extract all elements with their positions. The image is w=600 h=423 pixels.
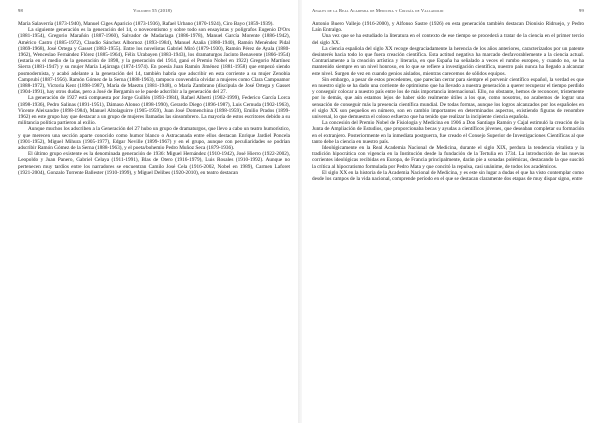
right-running-title: Anales de la Real Academia de Medicina y Cirugía de Valladolid: [312, 8, 444, 13]
left-page: [0, 0, 298, 423]
right-page-number: 99: [579, 8, 584, 13]
right-paragraph-4: Sin embargo, a pesar de estos precedentes, que parecían cerrar para siempre el porvenir científico español, la verdad es que en nuestro siglo se ha dado una corriente de optimismo que ha llevado a nuestra generación a querer recuperar el tiempo perdido y conseguir colocar a nuestro país entre los de más importancia internacional. Ello, no obstante, hemos de reconocer, tristemente por lo demás, que aún estamos lejos de haber sido realmente útiles a los que, como nosotros, no acabemos de lograr una sensación de conseguir más la presencia científica mundial. De todas formas, aunque los logros alcanzados por los españoles en el siglo XX son pequeños en número, son en cambio importantes en determinados aspectos, existiendo figuras de renombre universal, lo que demuestra el coloso esfuerzo que ha tenido que realizar la incipiente ciencia española.: [312, 76, 584, 121]
right-paragraph-7: El siglo XX en la historia de la Academia Nacional de Medicina, y es este sin lugar a dudas el que ha visto contemplar como desde los campos de la vida nacional, comprende período en el que se destacan claramente dos etapas de muy dispar signo, entre: [312, 169, 584, 183]
right-paragraph-2: Una vez que se ha estudiado la literatura en el contexto de ese tiempo se procederá a tratar de la ciencia en el primer tercio del siglo XX.: [312, 33, 584, 46]
right-paragraph-1: Antonio Buero Vallejo (1916-2000), y Alfonso Sastre (1926) en esta generación también destacan Dionisio Ridruejo, y Pedro Laín Entralgo.: [312, 21, 584, 34]
left-running-header: [18, 8, 290, 13]
left-paragraph-4: Aunque muchos los adscriben a la Generación del 27 hubo un grupo de dramaturgos, que llevo a cabo un teatro humorístico, y que merecen una sección aparte conocido como humor blanco o Astracanada entre ellos destacan Enrique Jardiel Poncela (1901-1952), Miguel Mihura (1905-1977), Edgar Neville (1899-1967) y en el grupo, aunque con peculiaridades se podrían adscribir Ramón Gómez de la Serna (1888-1963), y el poeta/bohemio Pedro Muñoz Seca (1879-1936).: [18, 126, 290, 152]
right-paragraph-3: La ciencia española del siglo XX recoge desgraciadamente la herencia de los años anteriores, caracterizados por un patente desinterés hacia todo lo que fuera creación científica. Esta actitud negativa ha marcado desfavorablemente a la ciencia actual. Contrariamente a la creación artística y literaria, en que España ha señalado a veces el rumbo europeo, y cuando no, se ha mantenido siempre en un nivel honroso, en lo que se refiere a investigación científica, nuestro país nunca ha llegado a alcanzar este nivel. Surgen de vez en cuando genios aislados, mientras carecemos de sólidos equipos.: [312, 45, 584, 77]
right-page: [302, 0, 600, 423]
left-paragraph-3: La generación de 1927 está compuesta por Jorge Guillén (1893-1984), Rafael Alberti (1902-1999), Federico García Lorca (1898-1936), Pedro Salinas (1891-1951), Dámaso Alonso (1898-1990), Gerardo Diego (1896-1987), Luis Cernuda (1902-1963), Vicente Aleixandre (1898-1984), Manuel Altolaguirre (1905-1959), Juan José Domenchina (1898-1959), Emilio Prados (1899-1962) en este grupo hay que destacar a un grupo de mujeres llamadas las sinsombrero. La mayoría de estos escritores debido a su militancia política partieron al exilio.: [18, 95, 290, 127]
left-running-title: Volumen 55 (2018): [133, 8, 172, 13]
right-paragraph-6: Ideológicamente en la Real Academia Nacional de Medicina, durante el siglo XIX, perdura la tendencia vitalista y la tradición hipocrática con vigencia en la Institución desde la fundación de la Tertulia en 1734. La introducción de las nuevas corrientes ideológicas recibidas en Europa, de Francia principalmente, darán pie a sonadas polémicas, destacando la que suscitó la crítica al hipocratismo formulada por Pedro Mata y que concitó la repulsa, casi unánime, de todos los académicos.: [312, 145, 584, 170]
left-page-number: 98: [18, 8, 23, 13]
left-paragraph-5: El último grupo existente es la denominada generación de 1936: Miguel Hernández (1910-1942), José Hierro (1922-2002), Leopoldo y Juan Panero, Gabriel Celaya (1911-1991), Blas de Otero (1916-1979), Luis Rosales (1910-1992). Aunque no pertenecen muy tardíos entre los narradores se encuentran Camilo José Cela (1916-2002, Nobel en 1989), Carmen Laforet (1921-2004), Gonzalo Torrente Ballester (1910-1999), y Miguel Delibes (1920-2010), en teatro destacan: [18, 151, 290, 176]
left-paragraph-2: La siguiente generación es la generación del 14, o novecentismo y sobre todo son ensayistas y poligrafos Eugenio D'Ors (1881-1954), Gregorio Marañón (1887-1960), Salvador de Madariaga (1886-1978), Manuel García Morente (1886-1942), Américo Castro (1885-1972), Claudio Sánchez Albornoz (1893-1984), Manuel Azaña (1880-1940), Ramón Menéndez Pidal (1869-1968), José Ortega y Gasset (1883-1955). Entre los novelistas Gabriel Miró (1879-1930), Ramón Pérez de Ayala (1880-1962), Wenceslao Fernández Flórez (1885-1964), Félix Urabayen (1883-1943), los dramaturgos Jacinto Benavente (1866-1954) (estaría en el medio de la generación de 1898, y la generación del 1914, ganó el Premio Nobel en 1922) Gregorio Martínez Sierra (1881-1947) y su mujer María Lejárraga (1874-1974). En poesía Juan Ramón Jiménez (1881-1958) que empezó siendo posmodernista, y acabó adelante a la generación del 14, también habría que adscribir en esta corriente a su mujer Zenobia Camprubí (1887-1956). Ramón Gómez de la Serna (1888-1963), tampoco convendría olvidar a mujeres como Clara Campoamor (1888-1972), Victoria Kent (1898-1987), María de Maeztu (1881-1948), o María Zambrano (discípula de José Ortega y Gasset (1904-1991), hay otros dudas, pero a José de Bergamín se le puede adscribir a la generación del 27.: [18, 27, 290, 96]
right-running-header: [312, 8, 584, 13]
left-paragraph-1: María Salaverría (1873-1940), Manuel Ciges Aparicio (1873-1936), Rafael Urbano (1870-1924), Ciro Bayo (1859-1939).: [18, 21, 274, 27]
right-paragraph-5: La concesión del Premio Nobel de Fisiología y Medicina en 1906 a Don Santiago Ramón y Cajal estimuló la creación de la Junta de Ampliación de Estudios, que proporcionaba becas y ayudas a científicos jóvenes, que deseaban completar su formación en el extranjero. Posteriormente en la inmediata postguerra, fue creado el Consejo Superior de Investigaciones Científicas al que tanto debe la ciencia en nuestro país.: [312, 120, 584, 145]
